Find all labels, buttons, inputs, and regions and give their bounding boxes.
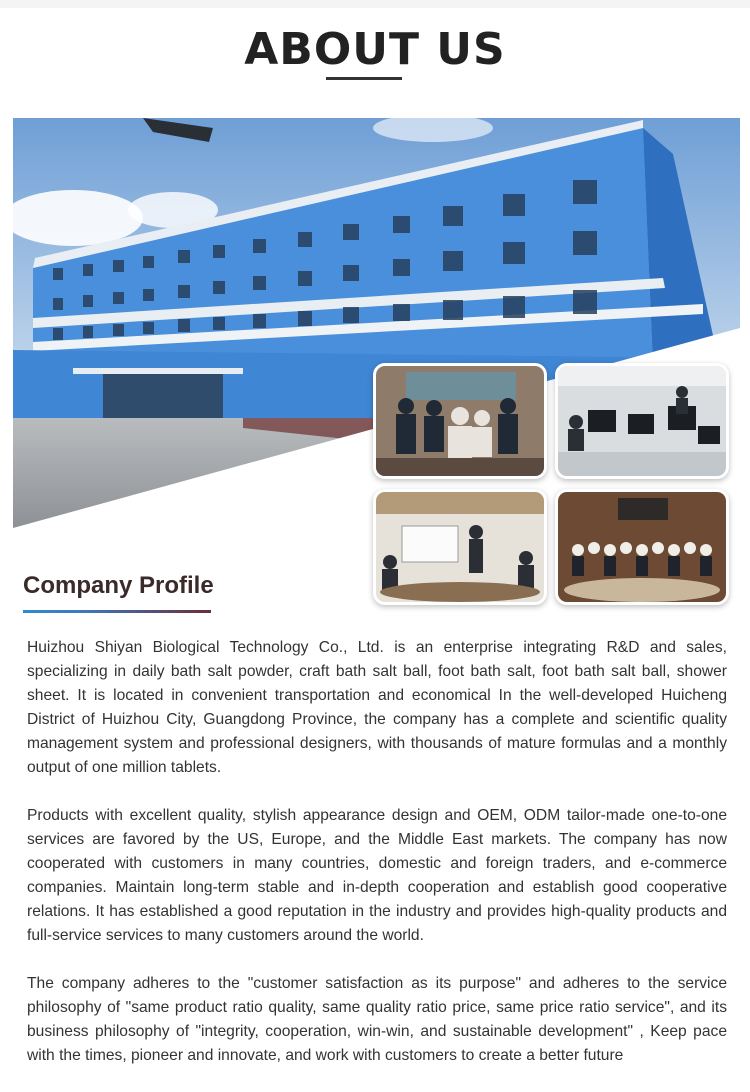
company-profile-heading: Company Profile	[23, 572, 214, 599]
team-photo	[373, 363, 547, 479]
profile-paragraph: The company adheres to the "customer satisfaction as its purpose" and adheres to the service philosophy of "same product ratio quality, same quality ratio price, same price ratio service", and its business philosophy of "integrity, cooperation, win-win, and sustainable development" , Keep pace with the times, pioneer and innovate, and work with customers to create a better future	[27, 975, 727, 1064]
top-band	[0, 0, 750, 8]
meeting-photo	[373, 489, 547, 605]
profile-paragraph: Huizhou Shiyan Biological Technology Co., Ltd. is an enterprise integrating R&D and sales, specializing in daily bath salt powder, craft bath salt ball, foot bath salt, foot bath salt ball, shower sheet. It is located in convenient transportation and economical In the well-developed Huicheng District of Huizhou City, Guangdong Province, the company has a complete and scientific quality management system and professional designers, with thousands of mature formulas and a monthly output of one million tablets.	[27, 639, 727, 776]
page-title: ABOUT US	[244, 24, 506, 75]
office-photo	[555, 363, 729, 479]
profile-heading-underline	[23, 610, 211, 613]
company-profile-text	[27, 636, 727, 1092]
title-underline	[326, 77, 402, 80]
dinner-photo	[555, 489, 729, 605]
profile-paragraph: Products with excellent quality, stylish appearance design and OEM, ODM tailor-made one-to-one services are favored by the US, Europe, and the Middle East markets. The company has now cooperated with customers in many countries, domestic and foreign traders, and e-commerce companies. Maintain long-term stable and in-depth cooperation and establish good cooperative relations. It has established a good reputation in the industry and provides high-quality products and full-service services to many customers around the world.	[27, 807, 727, 944]
